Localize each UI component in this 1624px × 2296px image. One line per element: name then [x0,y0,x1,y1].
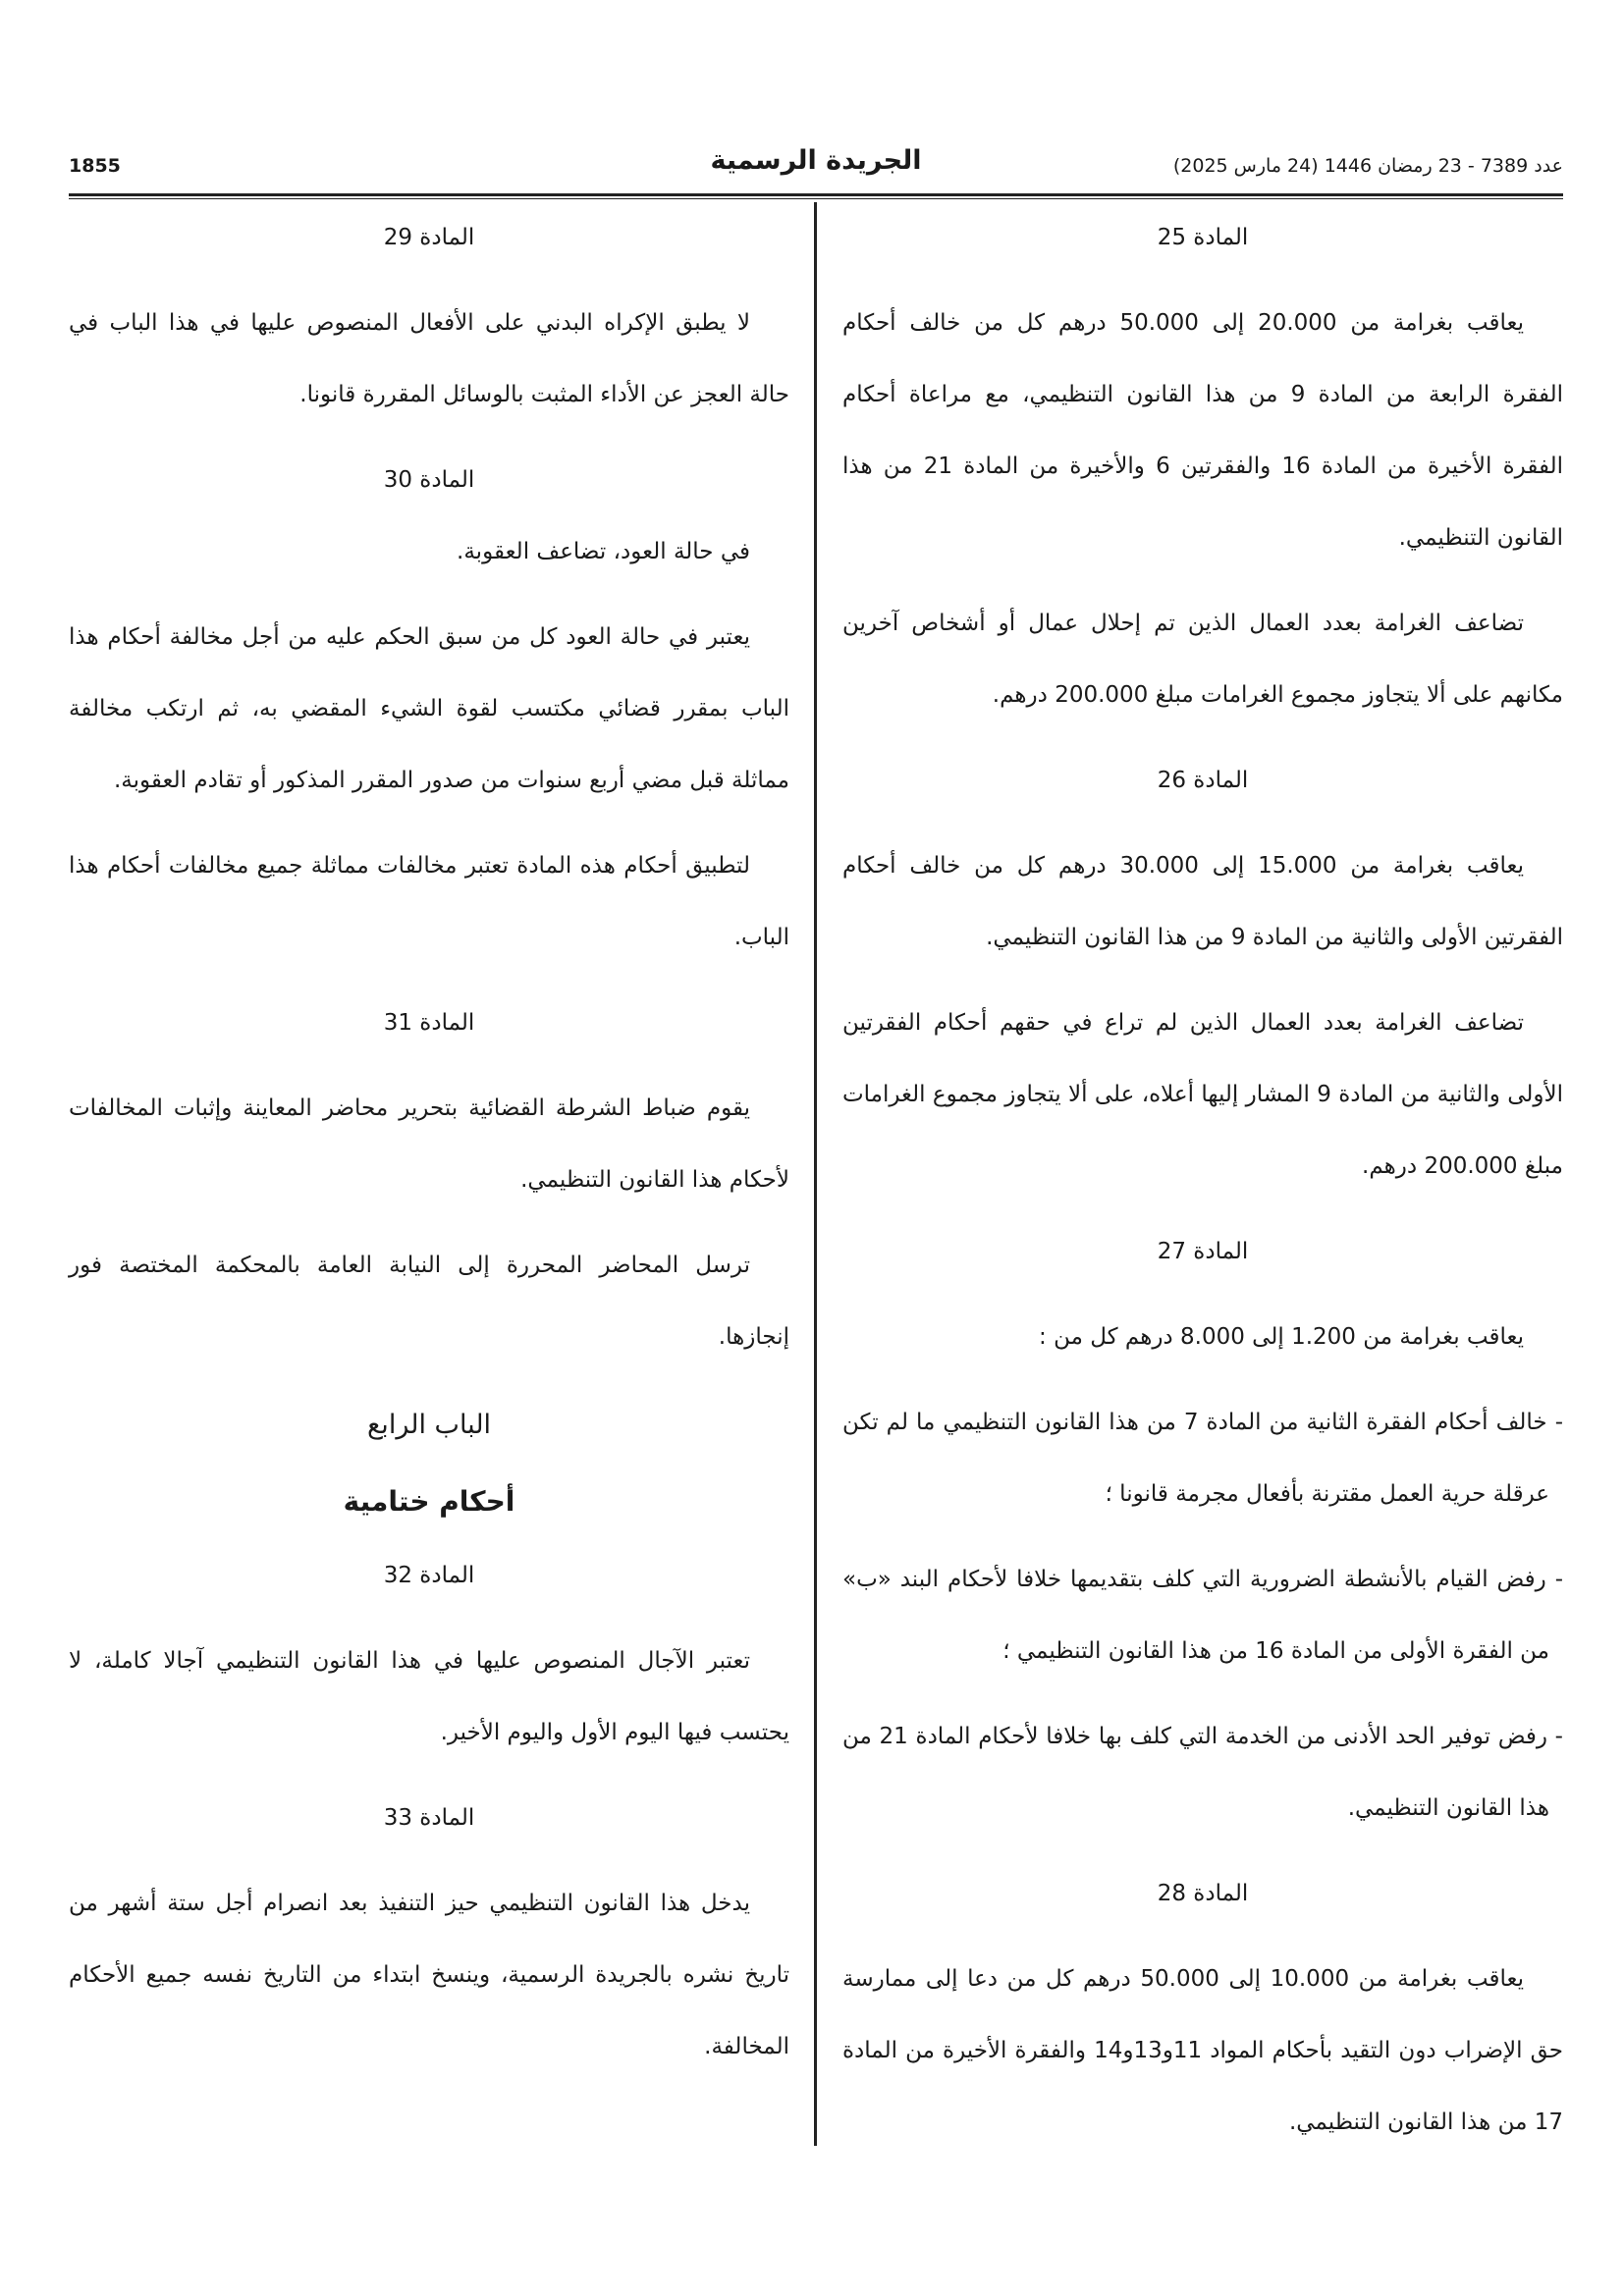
article-heading: المادة 31 [383,1010,475,1036]
paragraph: في حالة العود، تضاعف العقوبة. [457,539,750,564]
list-item: - رفض القيام بالأنشطة الضرورية التي كلف بتقديمها خلافا لأحكام البند «ب» من الفقرة الأولى من المادة 16 من هذا القانون التنظيمي ؛ [842,1567,1563,1664]
article-heading: المادة 25 [1157,225,1249,250]
header-rule [69,193,1563,196]
article-heading: المادة 27 [1157,1239,1249,1264]
paragraph: تضاعف الغرامة بعدد العمال الذين لم تراع في حقهم أحكام الفقرتين الأولى والثانية من المادة 9 المشار إليها أعلاه، على ألا يتجاوز مجموع الغرامات مبلغ 200.000 درهم. [842,1010,1563,1179]
paragraph: يعاقب بغرامة من 1.200 إلى 8.000 درهم كل من : [1039,1324,1524,1350]
article-heading: المادة 32 [383,1563,475,1588]
article-heading: المادة 28 [1157,1881,1249,1906]
article-heading: المادة 26 [1157,768,1249,793]
list-item: - رفض توفير الحد الأدنى من الخدمة التي كلف بها خلافا لأحكام المادة 21 من هذا القانون التنظيمي. [842,1724,1563,1821]
article-heading: المادة 29 [383,225,475,250]
column-divider [814,202,817,2146]
gazette-title: الجريدة الرسمية [710,145,922,176]
paragraph: يدخل هذا القانون التنظيمي حيز التنفيذ بعد انصرام أجل ستة أشهر من تاريخ نشره بالجريدة الرسمية، وينسخ ابتداء من التاريخ نفسه جميع الأحكام المخالفة. [69,1891,789,2059]
paragraph: يعاقب بغرامة من 15.000 إلى 30.000 درهم كل من خالف أحكام الفقرتين الأولى والثانية من المادة 9 من هذا القانون التنظيمي. [842,853,1563,950]
issue-info: عدد 7389 - 23 رمضان 1446 (24 مارس 2025) [1172,155,1563,177]
article-heading: المادة 33 [383,1805,475,1831]
right-column [842,202,1563,2172]
paragraph: تضاعف الغرامة بعدد العمال الذين تم إحلال عمال أو أشخاص آخرين مكانهم على ألا يتجاوز مجموع الغرامات مبلغ 200.000 درهم. [842,611,1563,708]
book-title: أحكام ختامية [343,1485,515,1518]
paragraph: يعاقب بغرامة من 20.000 إلى 50.000 درهم كل من خالف أحكام الفقرة الرابعة من المادة 9 من هذا القانون التنظيمي، مع مراعاة أحكام الفقرة الأخيرة من المادة 16 والفقرتين 6 والأخيرة من المادة 21 من هذا القانون التنظيمي. [842,310,1563,551]
header-rule-thin [69,198,1563,199]
paragraph: لا يطبق الإكراه البدني على الأفعال المنصوص عليها في هذا الباب في حالة العجز عن الأداء المثبت بالوسائل المقررة قانونا. [69,310,789,407]
page-header [69,145,1563,187]
paragraph: ترسل المحاضر المحررة إلى النيابة العامة بالمحكمة المختصة فور إنجازها. [69,1253,789,1350]
paragraph: يعتبر في حالة العود كل من سبق الحكم عليه من أجل مخالفة أحكام هذا الباب بمقرر قضائي مكتسب لقوة الشيء المقضي به، ثم ارتكب مخالفة مماثلة قبل مضي أربع سنوات من صدور المقرر المذكور أو تقادم العقوبة. [69,624,789,793]
paragraph: لتطبيق أحكام هذه المادة تعتبر مخالفات مماثلة جميع مخالفات أحكام هذا الباب. [69,853,789,950]
page-number: 1855 [69,155,121,177]
list-item: - خالف أحكام الفقرة الثانية من المادة 7 من هذا القانون التنظيمي ما لم تكن عرقلة حرية العمل مقترنة بأفعال مجرمة قانونا ؛ [842,1410,1563,1507]
paragraph: يقوم ضباط الشرطة القضائية بتحرير محاضر المعاينة وإثبات المخالفات لأحكام هذا القانون التنظيمي. [69,1095,789,1193]
paragraph: تعتبر الآجال المنصوص عليها في هذا القانون التنظيمي آجالا كاملة، لا يحتسب فيها اليوم الأول واليوم الأخير. [69,1648,789,1745]
paragraph: يعاقب بغرامة من 10.000 إلى 50.000 درهم كل من دعا إلى ممارسة حق الإضراب دون التقيد بأحكام المواد 11و13و14 والفقرة الأخيرة من المادة 17 من هذا القانون التنظيمي. [842,1966,1563,2135]
left-column [69,202,789,2097]
book-heading: الباب الرابع [366,1410,492,1440]
article-heading: المادة 30 [383,467,475,493]
